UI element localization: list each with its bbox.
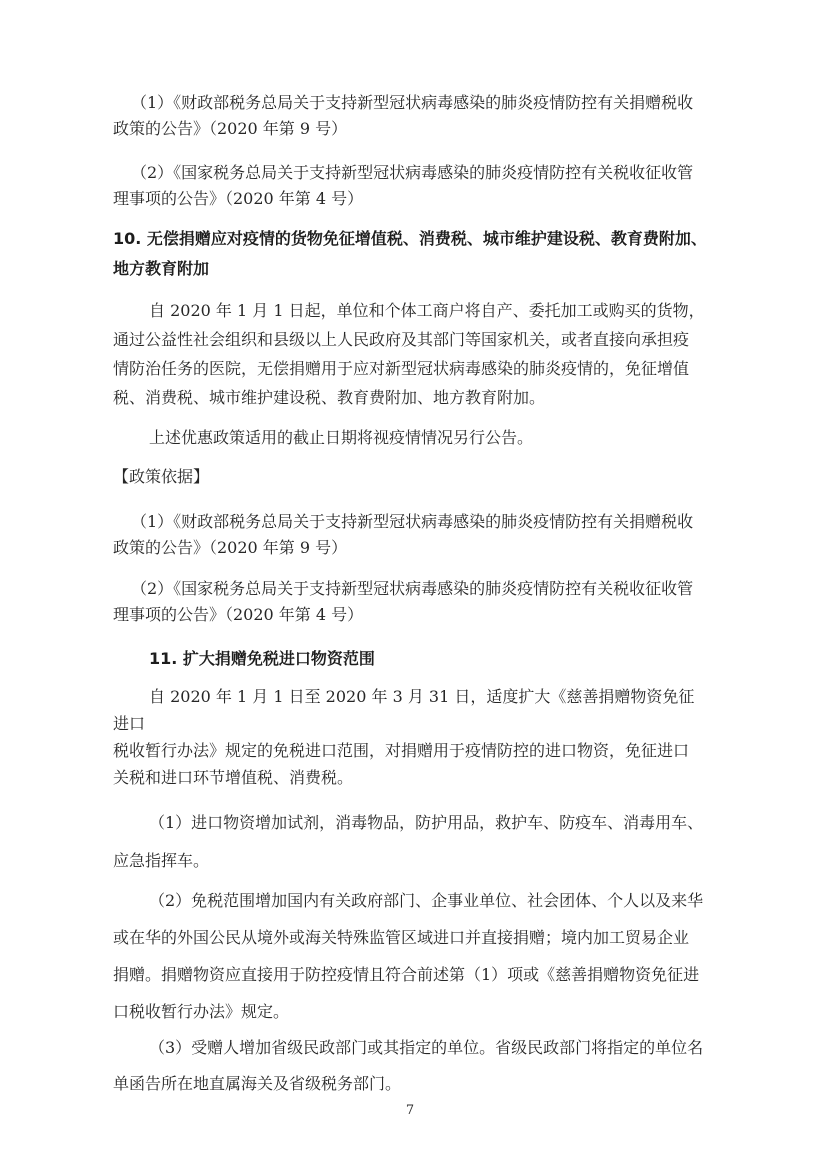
section-10-heading: [113, 224, 707, 284]
text-line: 地方教育附加: [113, 259, 210, 278]
section-10-paragraph-1: [113, 296, 707, 412]
text-line: （2）《国家税务总局关于支持新型冠状病毒感染的肺炎疫情防控有关税收征收管: [131, 163, 694, 182]
text-line: （1）进口物资增加试剂，消毒物品，防护用品，救护车、防疫车、消毒用车、: [149, 813, 704, 832]
section-11-list-item-1: [113, 804, 707, 880]
reference-item-4: [113, 576, 707, 628]
text-line: 捐赠。捐赠物资应直接用于防控疫情且符合前述第（1）项或《慈善捐赠物资免征进: [113, 965, 700, 984]
reference-item-3: [113, 509, 707, 561]
text-line: 口税收暂行办法》规定。: [113, 1002, 290, 1021]
text-line: 自 2020 年 1 月 1 日起，单位和个体工商户将自产、委托加工或购买的货物，: [149, 301, 705, 320]
policy-basis-label: [113, 464, 707, 490]
text-line: 11. 扩大捐赠免税进口物资范围: [149, 649, 375, 668]
text-line: 税、消费税、城市维护建设税、教育费附加、地方教育附加。: [113, 388, 546, 407]
text-line: 情防治任务的医院，无偿捐赠用于应对新型冠状病毒感染的肺炎疫情的，免征增值: [113, 359, 690, 378]
section-11-list-item-2: [113, 882, 707, 1030]
text-line: 理事项的公告》（2020 年第 4 号）: [113, 189, 364, 208]
text-line: 或在华的外国公民从境外或海关特殊监管区域进口并直接捐赠；境内加工贸易企业: [113, 928, 690, 947]
section-11-paragraph-1: [113, 683, 707, 791]
text-line: 【政策依据】: [113, 467, 210, 486]
text-line: 单函告所在地直属海关及省级税务部门。: [113, 1074, 402, 1093]
page-number: 7: [405, 1103, 415, 1118]
text-line: （1）《财政部税务总局关于支持新型冠状病毒感染的肺炎疫情防控有关捐赠税收: [131, 512, 694, 531]
text-line: 理事项的公告》（2020 年第 4 号）: [113, 605, 364, 624]
reference-item-2: [113, 160, 707, 212]
text-line: 政策的公告》（2020 年第 9 号）: [113, 119, 348, 138]
text-line: 10. 无偿捐赠应对疫情的货物免征增值税、消费税、城市维护建设税、教育费附加、: [113, 229, 707, 248]
text-line: 政策的公告》（2020 年第 9 号）: [113, 538, 348, 557]
section-10-paragraph-2: [113, 425, 707, 451]
text-line: 自 2020 年 1 月 1 日至 2020 年 3 月 31 日，适度扩大《慈善捐赠物资免征进口: [113, 687, 695, 733]
reference-item-1: [113, 90, 707, 142]
text-line: （1）《财政部税务总局关于支持新型冠状病毒感染的肺炎疫情防控有关捐赠税收: [131, 93, 694, 112]
section-11-heading: [113, 645, 707, 673]
text-line: （2）免税范围增加国内有关政府部门、企事业单位、社会团体、个人以及来华: [149, 891, 704, 910]
text-line: 应急指挥车。: [113, 851, 210, 870]
text-line: 税收暂行办法》规定的免税进口范围，对捐赠用于疫情防控的进口物资，免征进口: [113, 741, 690, 760]
text-line: （3）受赠人增加省级民政部门或其指定的单位。省级民政部门将指定的单位名: [149, 1038, 704, 1057]
section-11-list-item-3: [113, 1030, 707, 1102]
text-line: 上述优惠政策适用的截止日期将视疫情情况另行公告。: [149, 428, 534, 447]
text-line: 关税和进口环节增值税、消费税。: [113, 768, 354, 787]
text-line: 通过公益性社会组织和县级以上人民政府及其部门等国家机关，或者直接向承担疫: [113, 330, 690, 349]
text-line: （2）《国家税务总局关于支持新型冠状病毒感染的肺炎疫情防控有关税收征收管: [131, 579, 694, 598]
